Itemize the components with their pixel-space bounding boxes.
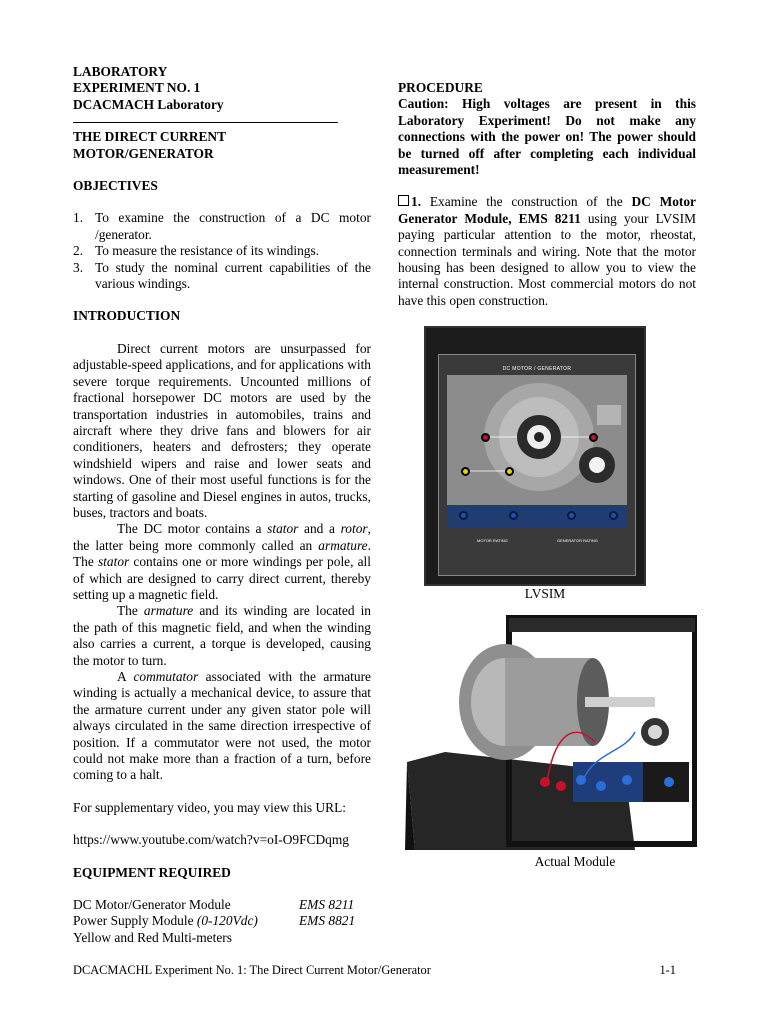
lvsim-caption: LVSIM xyxy=(524,586,566,601)
ratings-area xyxy=(447,531,627,561)
experiment-number: EXPERIMENT NO. 1 xyxy=(73,80,201,96)
video-text: For supplementary video, you may view this URL: xyxy=(73,799,346,815)
equipment-row-3: Yellow and Red Multi-meters xyxy=(73,929,232,945)
equipment-row-1: DC Motor/Generator Module EMS 8211 xyxy=(73,897,355,913)
title-line-1: THE DIRECT CURRENT xyxy=(73,129,227,145)
terminal-yellow-icon xyxy=(461,467,470,476)
actual-module-photo xyxy=(405,612,697,850)
dc-motor-module-icon xyxy=(405,612,697,850)
header-rule xyxy=(73,122,338,123)
right-column xyxy=(398,80,696,309)
terminal-blue-icon xyxy=(567,511,576,520)
objectives-list xyxy=(73,210,371,292)
terminal-yellow-icon xyxy=(505,467,514,476)
list-item: 3. To study the nominal current capabilities of the various windings. xyxy=(73,259,371,292)
intro-paragraph-3: The armature and its winding are located in the path of this magnetic field, and when the winding also carries a current, a torque is developed, causing the motor to turn. xyxy=(73,603,372,668)
terminal-strip xyxy=(447,505,627,527)
intro-paragraph-1: Direct current motors are unsurpassed for adjustable-speed applications, and for applications with severe torque requirements. Uncounted millions of fractional horsepower DC motors are used by the transportation industries in automobiles, trains and aircraft where they drive fans and blowers for air conditioners, heaters and defrosters; they operate windshield wipers and raise and lower seats and windows. One of their most useful functions is for the starting of gasoline and Diesel engines in autos, trucks, buses, tractors and boats. xyxy=(73,340,371,520)
objectives-heading: OBJECTIVES xyxy=(73,178,158,194)
intro-paragraph-4: A commutator associated with the armature winding is actually a mechanical device, to assure that the armature current under any given stator pole will always circulated in the same direction irrespective of position. If a commutator were not used, the motor could not make more than a fraction of a turn, before coming to a halt. xyxy=(73,669,371,783)
footer-text: DCACMACHL Experiment No. 1: The Direct Current Motor/Generator xyxy=(73,963,431,977)
step-1: 1. Examine the construction of the DC Motor Generator Module, EMS 8211 using your LVSIM paying particular attention to the motor, rheostat, connection terminals and wiring. Note that the motor housing has been designed to allow you to view the internal construction. Most commercial motors do not have this open construction. xyxy=(398,194,696,308)
procedure-heading: PROCEDURE xyxy=(398,80,483,95)
terminal-blue-icon xyxy=(459,511,468,520)
motor-rating-label: MOTOR RATING xyxy=(477,538,508,543)
left-column xyxy=(73,64,371,946)
list-item: 1. To examine the construction of a DC motor /generator. xyxy=(73,210,371,242)
lab-name: DCACMACH Laboratory xyxy=(73,96,224,112)
photo-caption: Actual Module xyxy=(534,854,616,869)
motor-image xyxy=(447,375,627,505)
video-url-link[interactable]: https://www.youtube.com/watch?v=oI-O9FCDqmg xyxy=(73,832,349,848)
caution-text: Caution: High voltages are present in this Laboratory Experiment! Do not make any connections with the power on! The power should be turned off after completing each individual measurement! xyxy=(398,96,696,178)
equipment-row-2: Power Supply Module (0-120Vdc) EMS 8821 xyxy=(73,913,356,929)
equipment-heading: EQUIPMENT REQUIRED xyxy=(73,864,231,880)
checkbox-icon[interactable] xyxy=(398,195,409,206)
lvsim-panel xyxy=(438,354,636,576)
intro-paragraph-2: The DC motor contains a stator and a rotor, the latter being more commonly called an armature. The stator contains one or more windings per pole, all of which are designed to carry direct current, thereby setting up a magnetic field. xyxy=(73,521,371,602)
generator-rating-label: GENERATOR RATING xyxy=(557,538,598,543)
terminal-red-icon xyxy=(589,433,598,442)
page-footer xyxy=(73,962,676,978)
terminal-blue-icon xyxy=(509,511,518,520)
dc-motor-icon xyxy=(447,375,627,505)
terminal-blue-icon xyxy=(609,511,618,520)
terminal-red-icon xyxy=(481,433,490,442)
page-number: 1-1 xyxy=(659,963,676,977)
list-item: 2. To measure the resistance of its windings. xyxy=(73,243,320,259)
title-line-2: MOTOR/GENERATOR xyxy=(73,145,214,161)
lvsim-panel-title: DC MOTOR / GENERATOR xyxy=(502,366,572,372)
introduction-heading: INTRODUCTION xyxy=(73,308,181,324)
lvsim-figure xyxy=(424,326,646,586)
lab-label: LABORATORY xyxy=(73,64,168,79)
